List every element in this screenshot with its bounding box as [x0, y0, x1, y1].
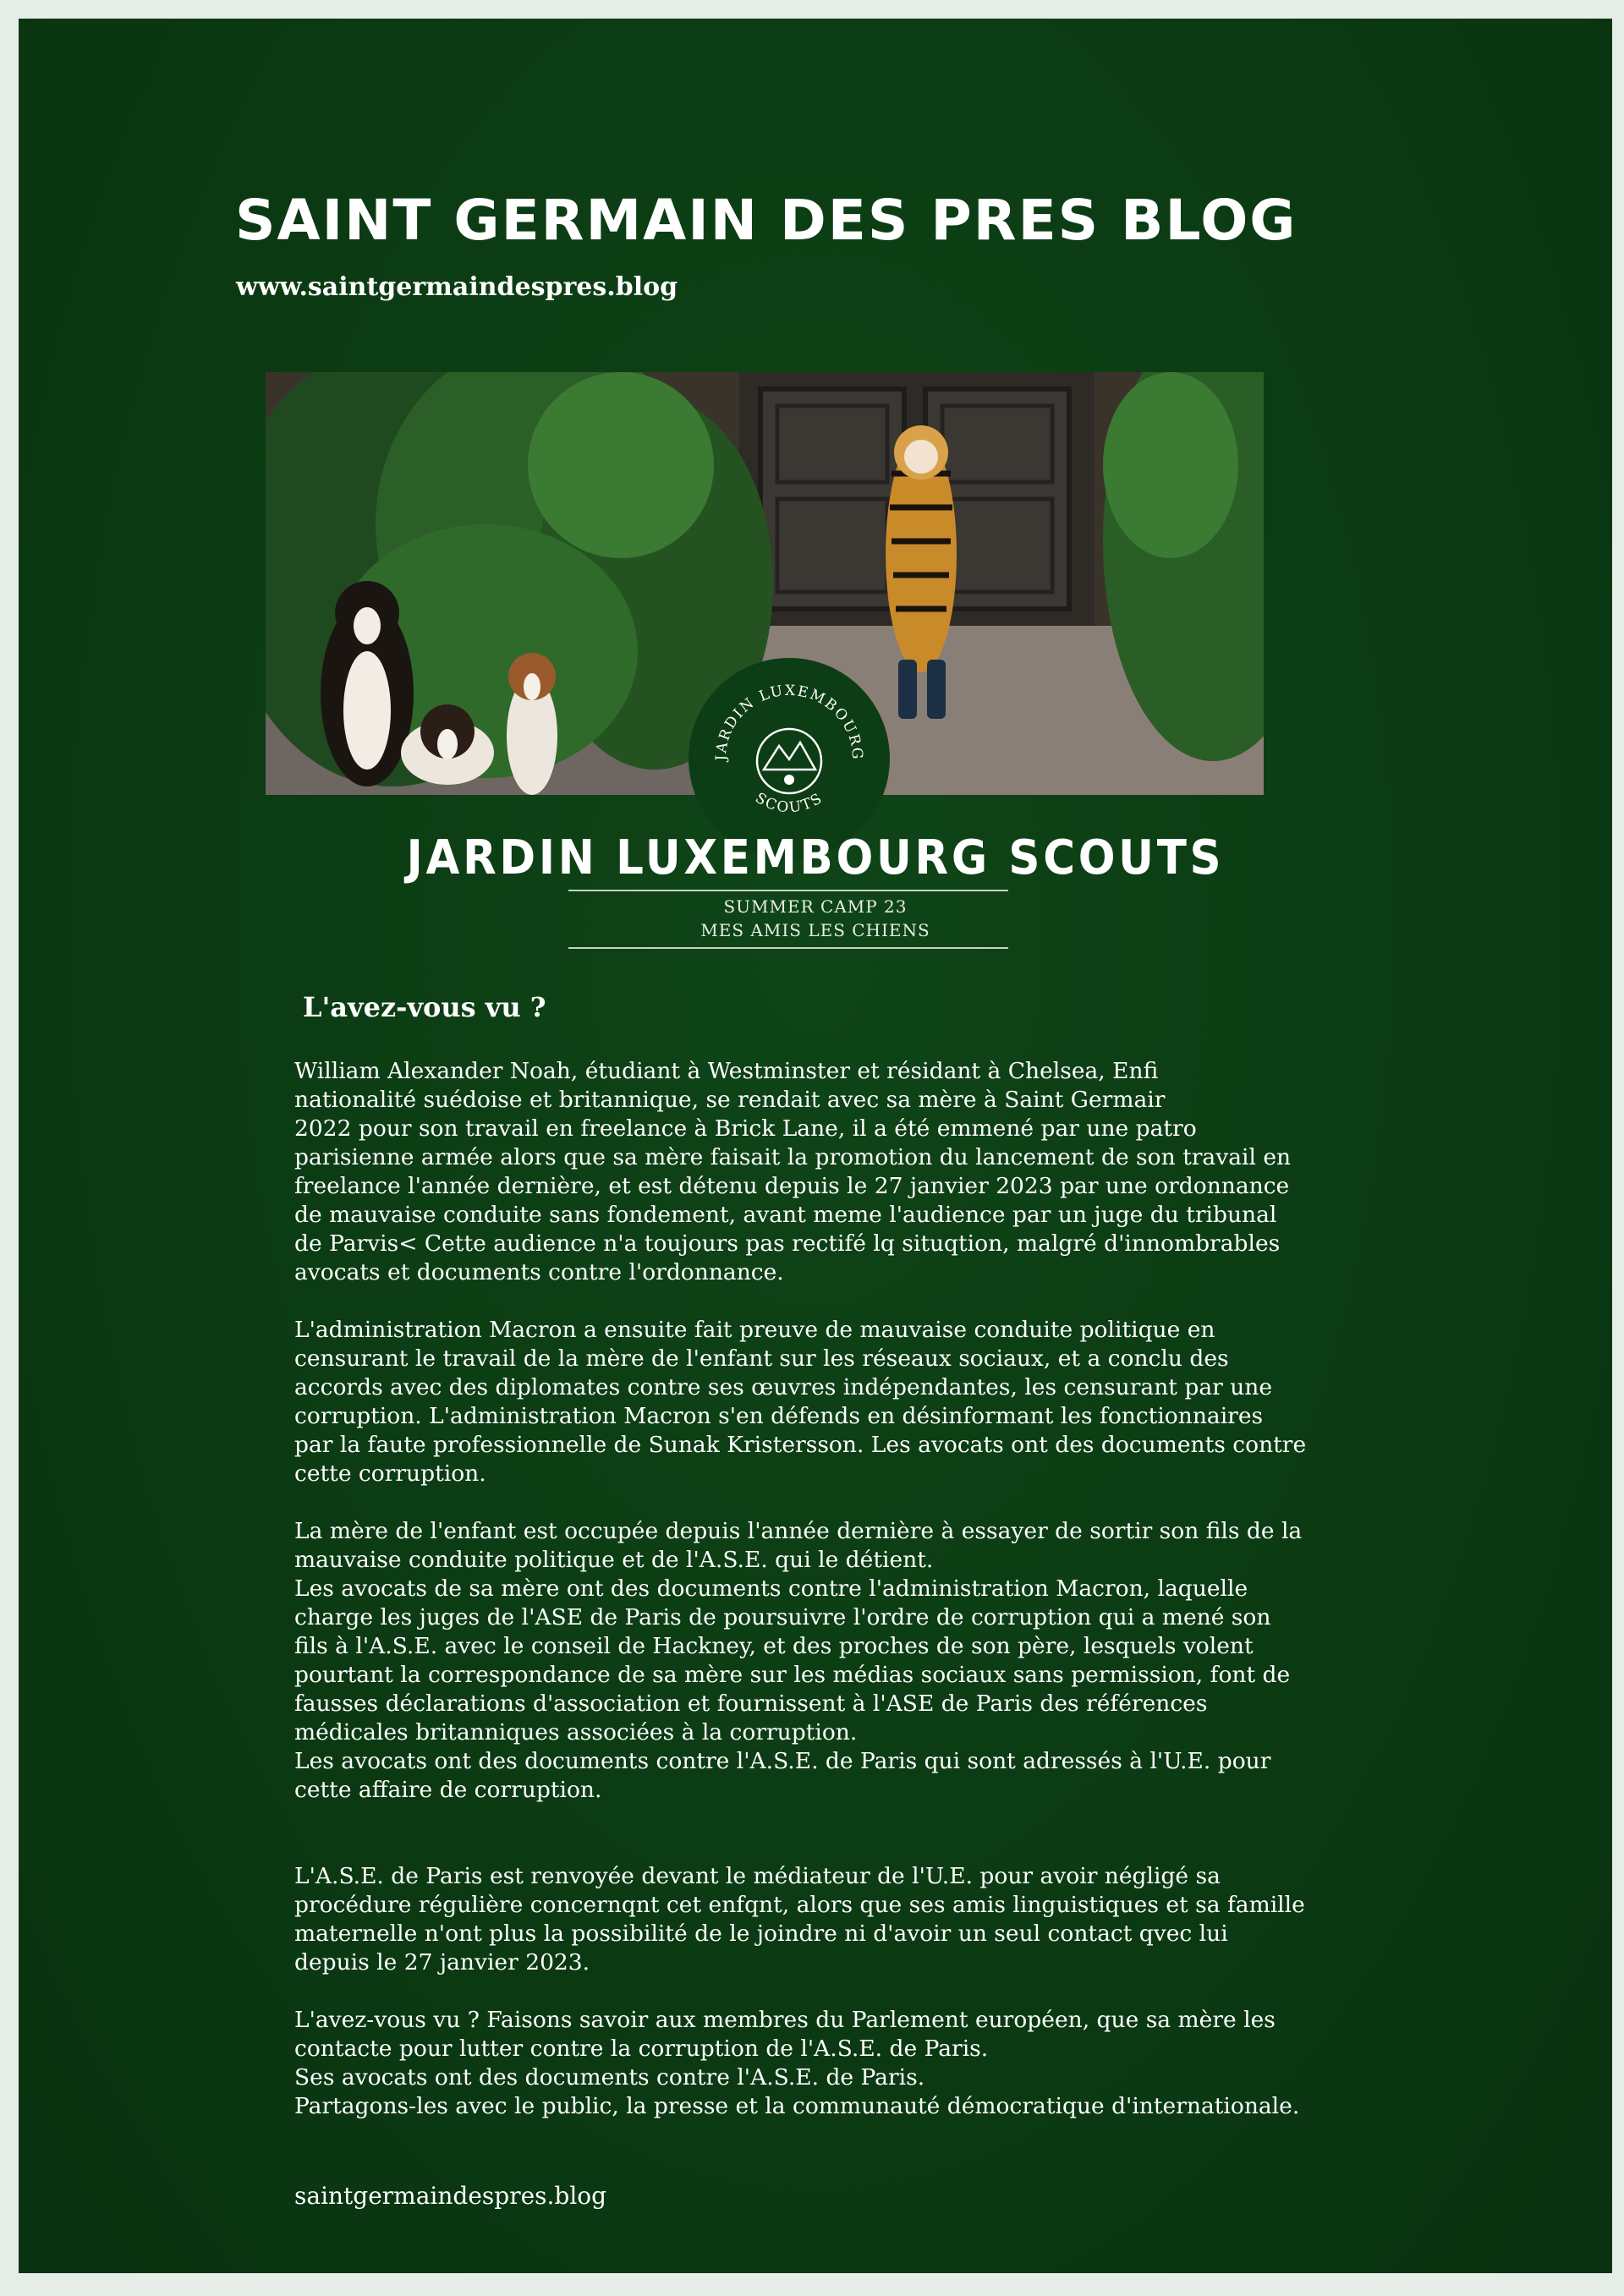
- article-line: médicales britanniques associées à la corruption.: [294, 1719, 858, 1745]
- article-line: La mère de l'enfant est occupée depuis l'année dernière à essayer de sortir son fils de la: [294, 1518, 1303, 1544]
- article-line: procédure régulière concernqnt cet enfqnt, alors que ses amis linguistiques et sa famille: [294, 1892, 1305, 1918]
- article-line: maternelle n'ont plus la possibilité de le joindre ni d'avoir un seul contact qvec lui: [294, 1921, 1228, 1947]
- article-line: Ses avocats ont des documents contre l'A.S.E. de Paris.: [294, 2064, 925, 2091]
- scouts-badge: [692, 661, 886, 856]
- article-line: pourtant la correspondance de sa mère sur les médias sociaux sans permission, font de: [294, 1662, 1291, 1688]
- article-line: parisienne armée alors que sa mère faisait la promotion du lancement de son travail en: [294, 1144, 1292, 1170]
- article-line: L'administration Macron a ensuite fait preuve de mauvaise conduite politique en: [294, 1317, 1215, 1343]
- article-line: Partagons-les avec le public, la presse et la communauté démocratique d'internationale.: [294, 2093, 1300, 2119]
- article-line: par la faute professionnelle de Sunak Kristersson. Les avocats ont des documents contre: [294, 1432, 1307, 1458]
- article-line: de mauvaise conduite sans fondement, avant meme l'audience par un juge du tribunal: [294, 1202, 1277, 1228]
- page: [19, 19, 1612, 2273]
- paragraph-gap: [294, 1833, 1419, 1862]
- svg-text:JARDIN LUXEMBOURG: [713, 682, 865, 763]
- paragraph-gap: [294, 1805, 1419, 1833]
- article-line: 2022 pour son travail en freelance à Brick Lane, il a été emmené par une patro: [294, 1115, 1197, 1142]
- banner-subtitle-1: SUMMER CAMP 23: [723, 896, 908, 917]
- banner-title: JARDIN LUXEMBOURG SCOUTS: [406, 830, 1225, 885]
- banner-divider-bottom: [568, 947, 1008, 949]
- article-line: L'avez-vous vu ? Faisons savoir aux membres du Parlement européen, que sa mère les: [294, 2007, 1276, 2033]
- banner-subtitle-2: MES AMIS LES CHIENS: [700, 920, 930, 940]
- article-line: de Parvis< Cette audience n'a toujours pas rectifé lq situqtion, malgré d'innombrables: [294, 1230, 1281, 1257]
- scouts-logo-icon: [692, 661, 886, 856]
- banner-divider-top: [568, 890, 1008, 891]
- article-line: cette corruption.: [294, 1460, 486, 1487]
- article-line: fils à l'A.S.E. avec le conseil de Hackney, et des proches de son père, lesquels volent: [294, 1633, 1254, 1659]
- article-body: [294, 1057, 1419, 2121]
- article-line: freelance l'année dernière, et est détenu depuis le 27 janvier 2023 par une ordonnance: [294, 1173, 1290, 1199]
- article-line: charge les juges de l'ASE de Paris de poursuivre l'ordre de corruption qui a mené son: [294, 1604, 1271, 1630]
- badge-text-bottom: SCOUTS: [752, 789, 826, 817]
- blog-url[interactable]: www.saintgermaindespres.blog: [236, 272, 678, 302]
- article-line: nationalité suédoise et britannique, se rendait avec sa mère à Saint Germair: [294, 1087, 1166, 1113]
- paragraph-gap: [294, 1977, 1419, 2006]
- article-line: depuis le 27 janvier 2023.: [294, 1949, 590, 1975]
- article-line: accords avec des diplomates contre ses œuvres indépendantes, les censurant par une: [294, 1374, 1273, 1400]
- footer-url[interactable]: saintgermaindespres.blog: [294, 2182, 607, 2210]
- article-line: censurant le travail de la mère de l'enfant sur les réseaux sociaux, et a conclu des: [294, 1345, 1229, 1372]
- badge-text-top: JARDIN LUXEMBOURG: [712, 682, 866, 762]
- article-line: mauvaise conduite politique et de l'A.S.E. qui le détient.: [294, 1547, 934, 1573]
- paragraph-gap: [294, 1488, 1419, 1517]
- article-line: contacte pour lutter contre la corruption de l'A.S.E. de Paris.: [294, 2036, 989, 2062]
- article-heading: L'avez-vous vu ?: [303, 991, 546, 1023]
- blog-title: SAINT GERMAIN DES PRES BLOG: [235, 188, 1298, 253]
- article-line: Les avocats de sa mère ont des documents contre l'administration Macron, laquelle: [294, 1575, 1248, 1602]
- paragraph-gap: [294, 1287, 1419, 1316]
- article-line: Les avocats ont des documents contre l'A.S.E. de Paris qui sont adressés à l'U.E. pour: [294, 1748, 1271, 1774]
- article-line: cette affaire de corruption.: [294, 1777, 602, 1803]
- article-line: L'A.S.E. de Paris est renvoyée devant le médiateur de l'U.E. pour avoir négligé sa: [294, 1863, 1221, 1889]
- article-line: fausses déclarations d'association et fournissent à l'ASE de Paris des références: [294, 1690, 1208, 1717]
- article-line: William Alexander Noah, étudiant à Westminster et résidant à Chelsea, Enfi: [294, 1058, 1159, 1084]
- article-line: avocats et documents contre l'ordonnance.: [294, 1259, 784, 1285]
- article-line: corruption. L'administration Macron s'en défends en désinformant les fonctionnaires: [294, 1403, 1264, 1429]
